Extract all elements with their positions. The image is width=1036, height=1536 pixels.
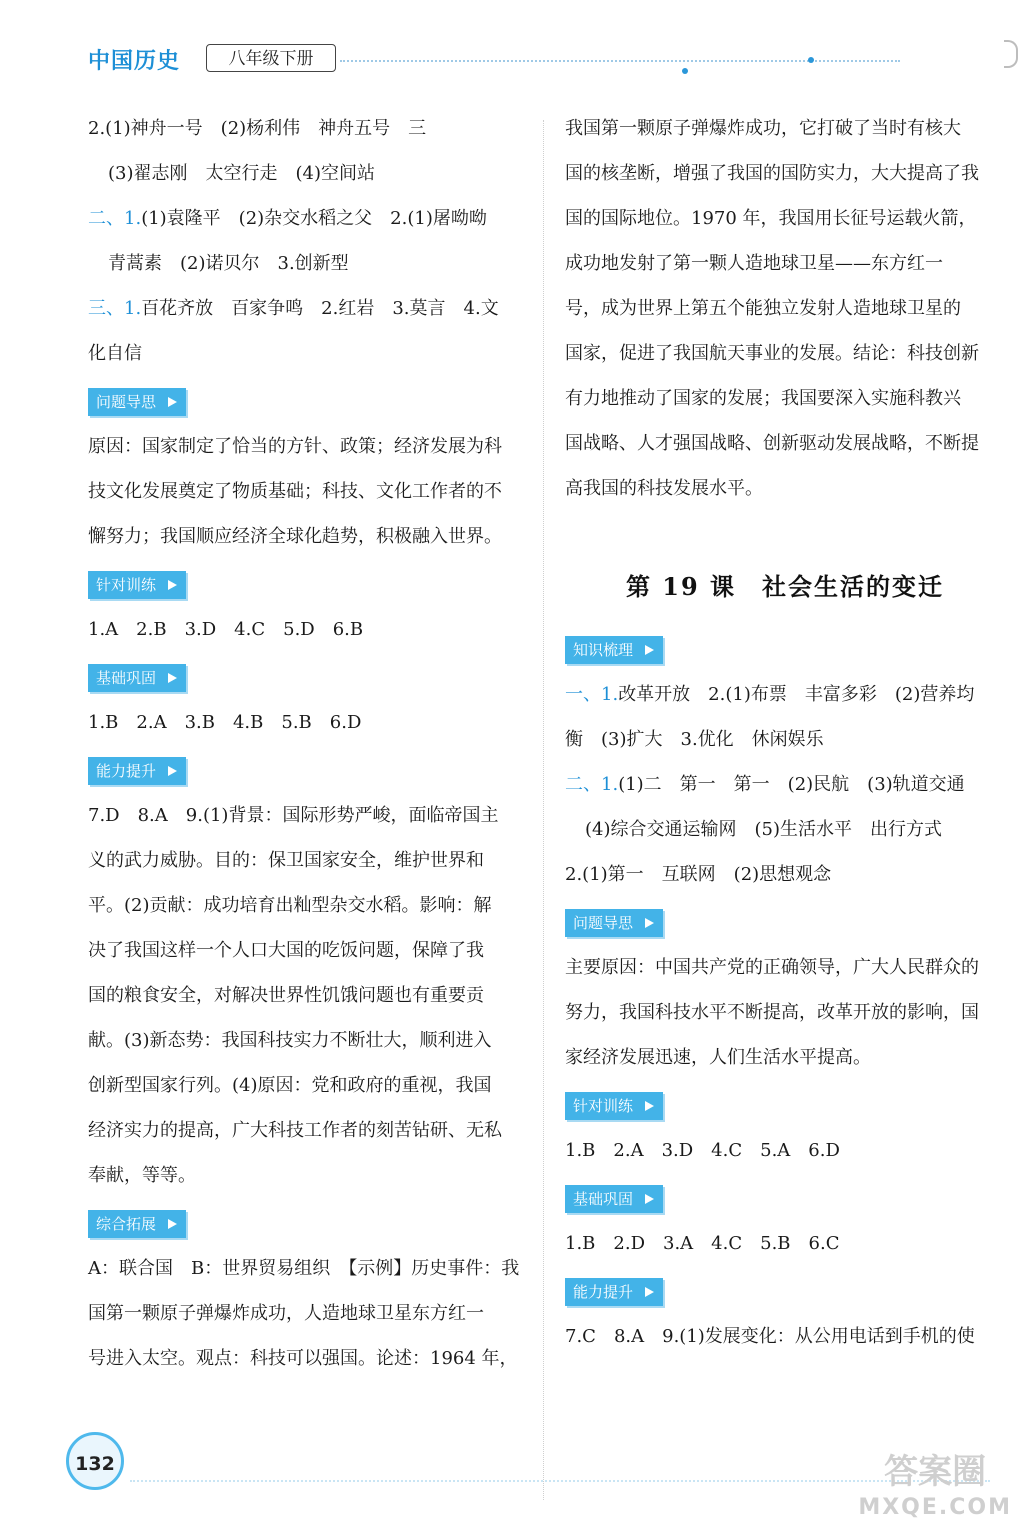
header-divider: [340, 60, 900, 62]
answer-line: 1.B 2.D 3.A 4.C 5.B 6.C: [565, 1233, 840, 1254]
section-tag-basic-consolidation: 基础巩固: [565, 1185, 663, 1213]
section-number: 二、1.: [565, 774, 619, 795]
column-divider: [543, 120, 544, 1500]
paragraph-line: 国的核垄断，增强了我国的国防实力，大大提高了我: [565, 163, 979, 184]
watermark-logo: [858, 1454, 1012, 1526]
corner-bracket-icon: [1004, 40, 1018, 68]
paragraph-line: 国的国际地位。1970 年，我国用长征号运载火箭，: [565, 208, 977, 229]
paragraph-line: 创新型国家行列。(4)原因：党和政府的重视，我国: [88, 1075, 492, 1096]
paragraph-line: 奉献，等等。: [88, 1165, 196, 1186]
answer-line: 2.(1)第一 互联网 (2)思想观念: [565, 864, 832, 885]
paragraph-line: A：联合国 B：世界贸易组织 【示例】历史事件：我: [88, 1258, 520, 1279]
paragraph-line: 经济实力的提高，广大科技工作者的刻苦钻研、无私: [88, 1120, 502, 1141]
paragraph-line: 主要原因：中国共产党的正确领导，广大人民群众的: [565, 957, 979, 978]
answer-line: (4)综合交通运输网 (5)生活水平 出行方式: [585, 819, 942, 840]
page-number: 132: [66, 1432, 124, 1490]
answer-line: 一、1.改革开放 2.(1)布票 丰富多彩 (2)营养均: [565, 684, 975, 705]
answer-line: (3)翟志刚 太空行走 (4)空间站: [108, 163, 375, 184]
paragraph-line: 义的武力威胁。目的：保卫国家安全，维护世界和: [88, 850, 484, 871]
answer-line: 二、1.(1)二 第一 第一 (2)民航 (3)轨道交通: [565, 774, 965, 795]
paragraph-line: 原因：国家制定了恰当的方针、政策；经济发展为科: [88, 436, 502, 457]
paragraph-line: 我国第一颗原子弹爆炸成功，它打破了当时有核大: [565, 118, 961, 139]
paragraph-line: 决了我国这样一个人口大国的吃饭问题，保障了我: [88, 940, 484, 961]
paragraph-line: 懈努力；我国顺应经济全球化趋势，积极融入世界。: [88, 526, 502, 547]
paragraph-line: 号，成为世界上第五个能独立发射人造地球卫星的: [565, 298, 961, 319]
paragraph-line: 高我国的科技发展水平。: [565, 478, 763, 499]
watermark-text: 答案圈: [884, 1452, 987, 1492]
grade-label: 八年级下册: [206, 44, 336, 72]
paragraph-line: 7.D 8.A 9.(1)背景：国际形势严峻，面临帝国主: [88, 805, 499, 826]
section-tag-basic-consolidation: 基础巩固: [88, 664, 186, 692]
answer-line: 三、1.百花齐放 百家争鸣 2.红岩 3.莫言 4.文: [88, 298, 499, 319]
paragraph-line: 国战略、人才强国战略、创新驱动发展战略，不断提: [565, 433, 979, 454]
section-number: 三、1.: [88, 298, 142, 319]
decor-dot-icon: [808, 57, 814, 63]
answer-line: 衡 (3)扩大 3.优化 休闲娱乐: [565, 729, 824, 750]
decor-dot-icon: [682, 68, 688, 74]
paragraph-line: 平。(2)贡献：成功培育出籼型杂交水稻。影响：解: [88, 895, 492, 916]
answer-line: 二、1.(1)袁隆平 (2)杂交水稻之父 2.(1)屠呦呦: [88, 208, 487, 229]
section-tag-question-guide: 问题导思: [565, 909, 663, 937]
lesson-title: 第 19 课 社会生活的变迁: [625, 572, 945, 601]
section-tag-targeted-training: 针对训练: [88, 571, 186, 599]
paragraph-line: 号进入太空。观点：科技可以强国。论述：1964 年，: [88, 1348, 518, 1369]
section-number: 一、1.: [565, 684, 619, 705]
section-number: 二、1.: [88, 208, 142, 229]
paragraph-line: 成功地发射了第一颗人造地球卫星——东方红一: [565, 253, 943, 274]
watermark-url: MXQE.COM: [858, 1495, 1012, 1520]
paragraph-line: 家经济发展迅速，人们生活水平提高。: [565, 1047, 871, 1068]
answer-line: 2.(1)神舟一号 (2)杨利伟 神舟五号 三: [88, 118, 427, 139]
page-header: [88, 44, 1028, 76]
paragraph-line: 献。(3)新态势：我国科技实力不断壮大，顺利进入: [88, 1030, 492, 1051]
paragraph-line: 国家，促进了我国航天事业的发展。结论：科技创新: [565, 343, 979, 364]
paragraph-line: 国第一颗原子弹爆炸成功，人造地球卫星东方红一: [88, 1303, 484, 1324]
paragraph-line: 努力，我国科技水平不断提高，改革开放的影响，国: [565, 1002, 979, 1023]
section-tag-comprehensive-extension: 综合拓展: [88, 1210, 186, 1238]
section-tag-knowledge-review: 知识梳理: [565, 636, 663, 664]
subject-title: 中国历史: [88, 49, 181, 74]
section-tag-ability-improvement: 能力提升: [88, 757, 186, 785]
answer-line: 化自信: [88, 343, 142, 364]
paragraph-line: 技文化发展奠定了物质基础；科技、文化工作者的不: [88, 481, 502, 502]
right-column: [565, 106, 1005, 1359]
paragraph-line: 7.C 8.A 9.(1)发展变化：从公用电话到手机的使: [565, 1326, 975, 1347]
section-tag-question-guide: 问题导思: [88, 388, 186, 416]
answer-line: 1.B 2.A 3.B 4.B 5.B 6.D: [88, 712, 362, 733]
left-column: [88, 106, 524, 1381]
section-tag-ability-improvement: 能力提升: [565, 1278, 663, 1306]
answer-line: 1.A 2.B 3.D 4.C 5.D 6.B: [88, 619, 364, 640]
paragraph-line: 有力地推动了国家的发展；我国要深入实施科教兴: [565, 388, 961, 409]
answer-line: 青蒿素 (2)诺贝尔 3.创新型: [108, 253, 349, 274]
paragraph-line: 国的粮食安全，对解决世界性饥饿问题也有重要贡: [88, 985, 484, 1006]
answer-line: 1.B 2.A 3.D 4.C 5.A 6.D: [565, 1140, 840, 1161]
section-tag-targeted-training: 针对训练: [565, 1092, 663, 1120]
